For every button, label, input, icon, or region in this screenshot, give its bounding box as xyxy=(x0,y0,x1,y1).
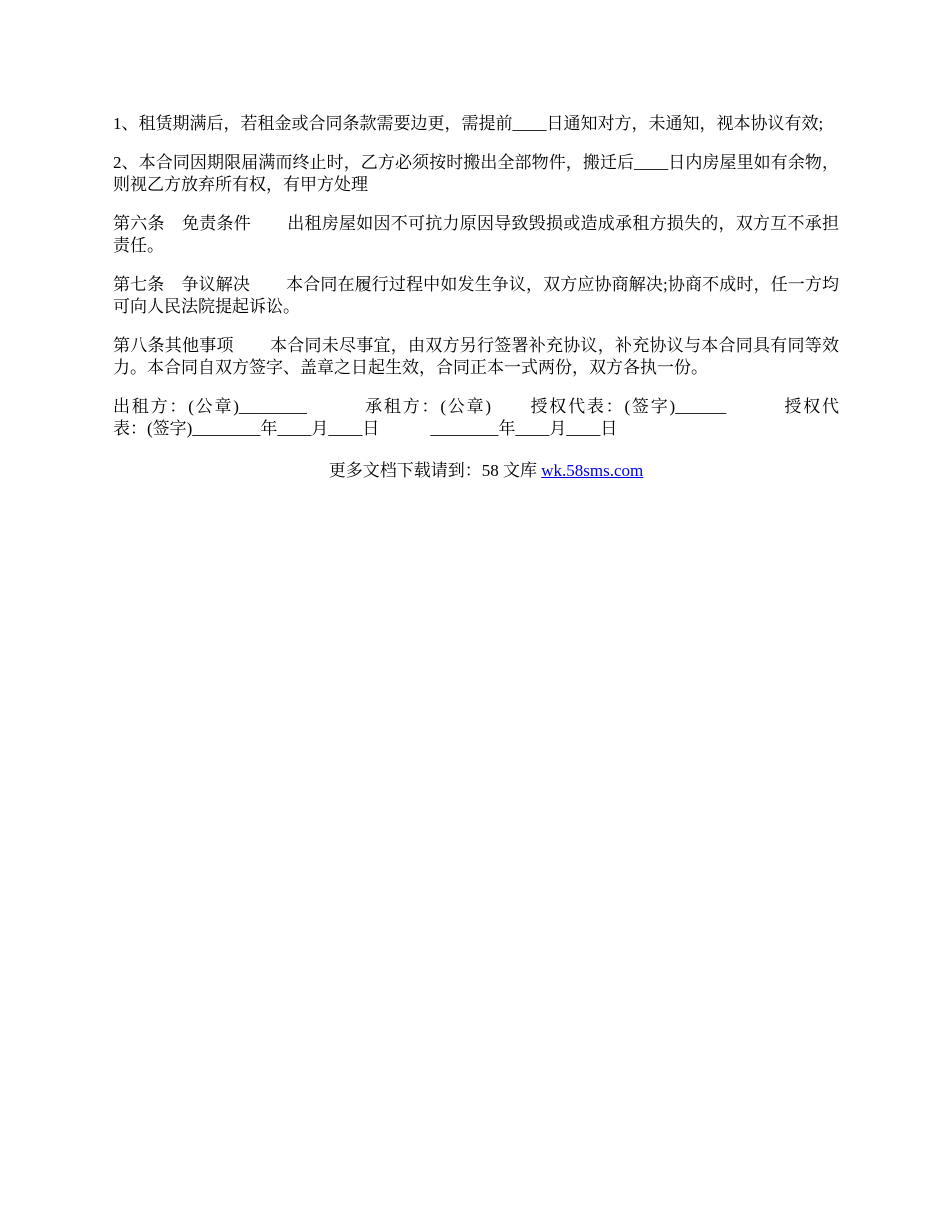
article-8-title: 第八条其他事项 xyxy=(113,336,234,355)
article-6-body: 出租房屋如因不可抗力原因导致毁损或造成承租方损失的，双方互不承担责任。 xyxy=(113,214,839,255)
footer-prefix: 更多文档下载请到：58 文库 xyxy=(328,461,542,480)
signature-line-2: 表：(签字)________年____月____日 ________年____月____日 xyxy=(113,419,618,438)
article-7 xyxy=(113,274,839,318)
clause-move-out: 2、本合同因期限届满而终止时，乙方必须按时搬出全部物件，搬迁后____日内房屋里如有余物，则视乙方放弃所有权，有甲方处理 xyxy=(113,153,839,194)
article-8 xyxy=(113,335,839,379)
signature-line-1: 出租方：(公章)________ 承租方：(公章) 授权代表：(签字)______ 授权代 xyxy=(113,397,839,416)
article-8-body: 本合同未尽事宜，由双方另行签署补充协议，补充协议与本合同具有同等效力。本合同自双方签字、盖章之日起生效，合同正本一式两份，双方各执一份。 xyxy=(113,336,839,377)
signature-block xyxy=(113,396,839,440)
footer-link[interactable]: wk.58sms.com xyxy=(541,461,644,480)
clause-renewal-notice: 1、租赁期满后，若租金或合同条款需要边更，需提前____日通知对方，未通知，视本协议有效; xyxy=(113,114,824,133)
article-6-title: 第六条 免责条件 xyxy=(113,214,251,233)
article-6 xyxy=(113,213,839,257)
document-page xyxy=(113,113,839,482)
footer-download-note xyxy=(113,460,839,482)
article-7-body: 本合同在履行过程中如发生争议，双方应协商解决;协商不成时，任一方均可向人民法院提起诉讼。 xyxy=(113,275,839,316)
article-7-title: 第七条 争议解决 xyxy=(113,275,251,294)
